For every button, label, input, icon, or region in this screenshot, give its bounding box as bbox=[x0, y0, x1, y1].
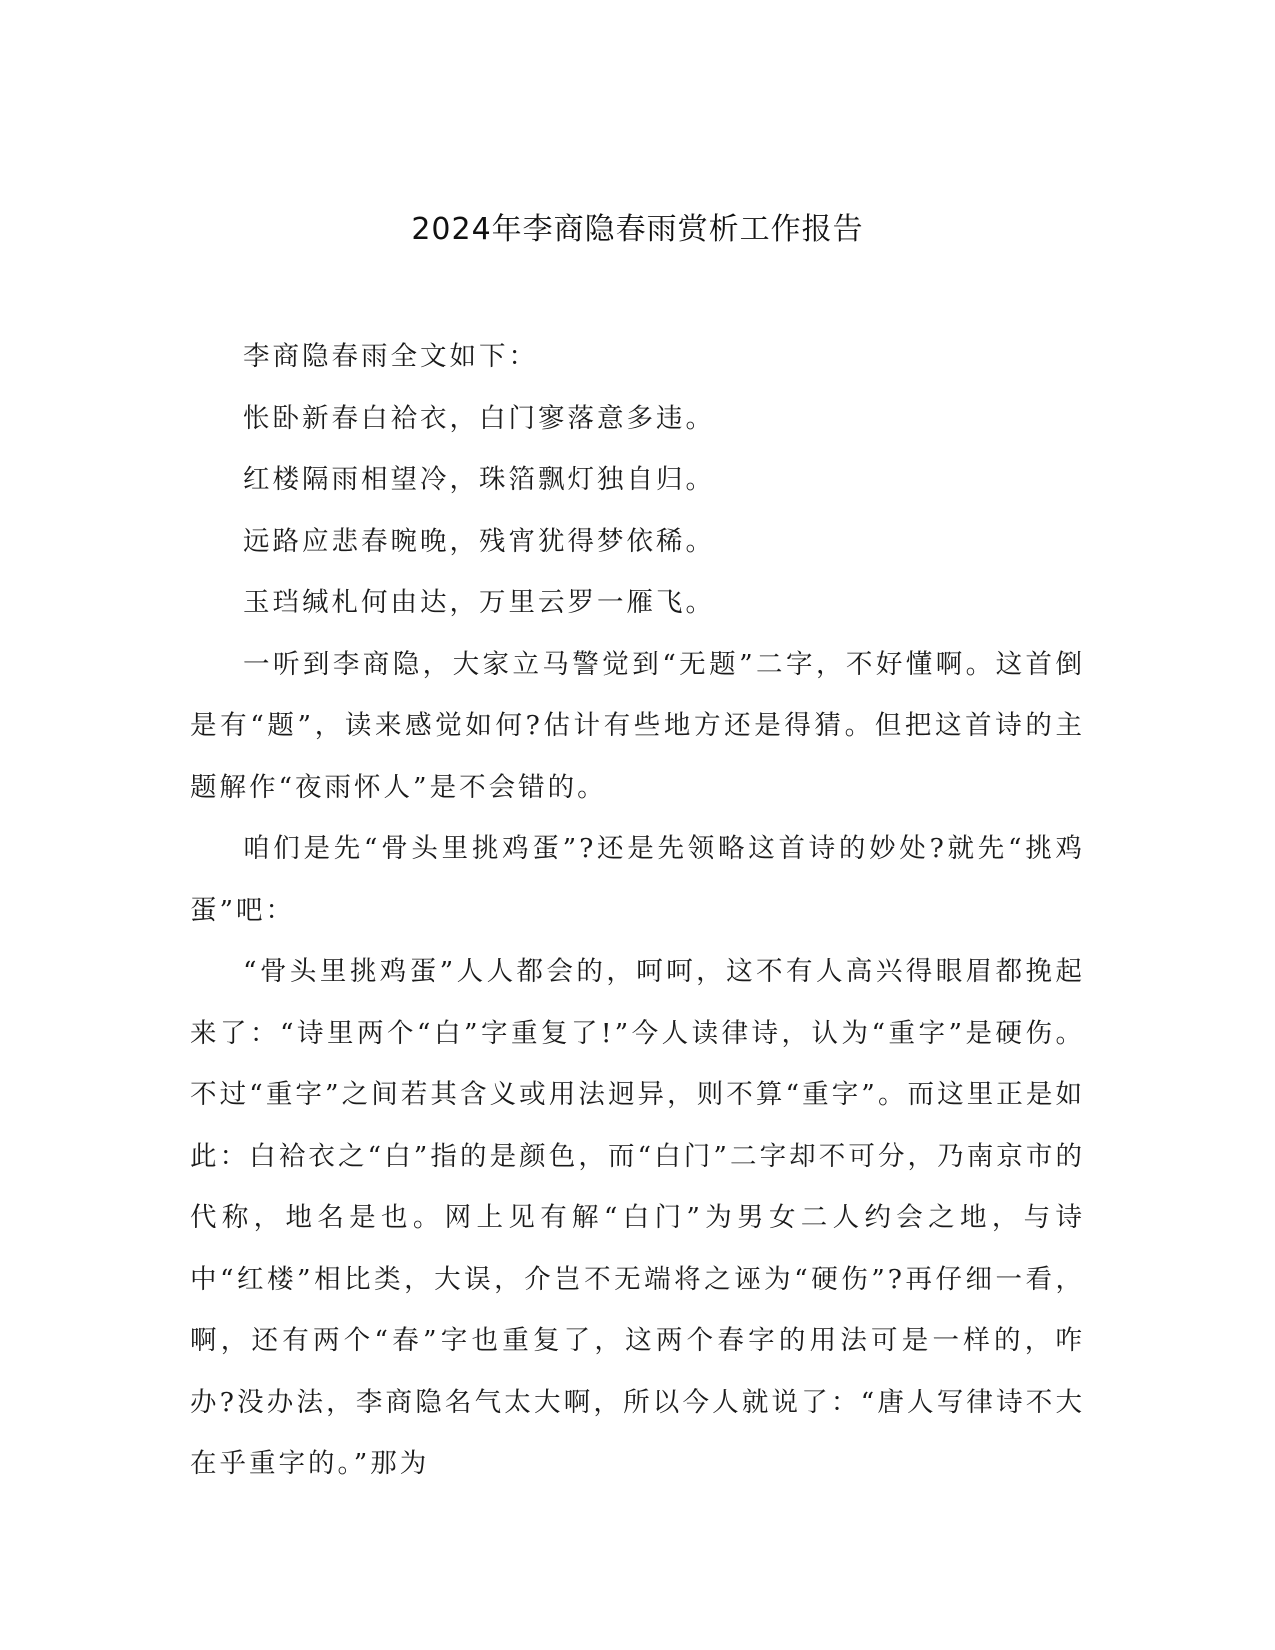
intro-paragraph: 李商隐春雨全文如下： bbox=[243, 341, 538, 372]
poem-line-1: 怅卧新春白袷衣，白门寥落意多违。 bbox=[243, 402, 715, 434]
poem-line-2: 红楼隔雨相望冷，珠箔飘灯独自归。 bbox=[243, 464, 715, 495]
document-body bbox=[190, 326, 1085, 1495]
body-paragraph-1: 一听到李商隐，大家立马警觉到“无题”二字，不好懂啊。这首倒是有“题”，读来感觉如何?估计有些地方还是得猜。但把这首诗的主题解作“夜雨怀人”是不会错的。 bbox=[190, 648, 1085, 803]
poem-line-3: 远路应悲春晼晚，残宵犹得梦依稀。 bbox=[243, 525, 715, 557]
poem-line-4: 玉珰缄札何由达，万里云罗一雁飞。 bbox=[243, 587, 715, 618]
body-paragraph-3: “骨头里挑鸡蛋”人人都会的，呵呵，这不有人高兴得眼眉都挽起来了：“诗里两个“白”字重复了!”今人读律诗，认为“重字”是硬伤。不过“重字”之间若其含义或用法迥异，则不算“重字”。而这里正是如此：白袷衣之“白”指的是颜色，而“白门”二字却不可分，乃南京市的代称，地名是也。网上见有解“白门”为男女二人约会之地，与诗中“红楼”相比类，大误，介岂不无端将之诬为“硬伤”?再仔细一看，啊，还有两个“春”字也重复了，这两个春字的用法可是一样的，咋办?没办法，李商隐名气太大啊，所以今人就说了：“唐人写律诗不大在乎重字的。”那为 bbox=[190, 956, 1085, 1479]
body-paragraph-2: 咱们是先“骨头里挑鸡蛋”?还是先领略这首诗的妙处?就先“挑鸡蛋”吧： bbox=[190, 833, 1085, 926]
document-title: 2024年李商隐春雨赏析工作报告 bbox=[411, 212, 864, 247]
